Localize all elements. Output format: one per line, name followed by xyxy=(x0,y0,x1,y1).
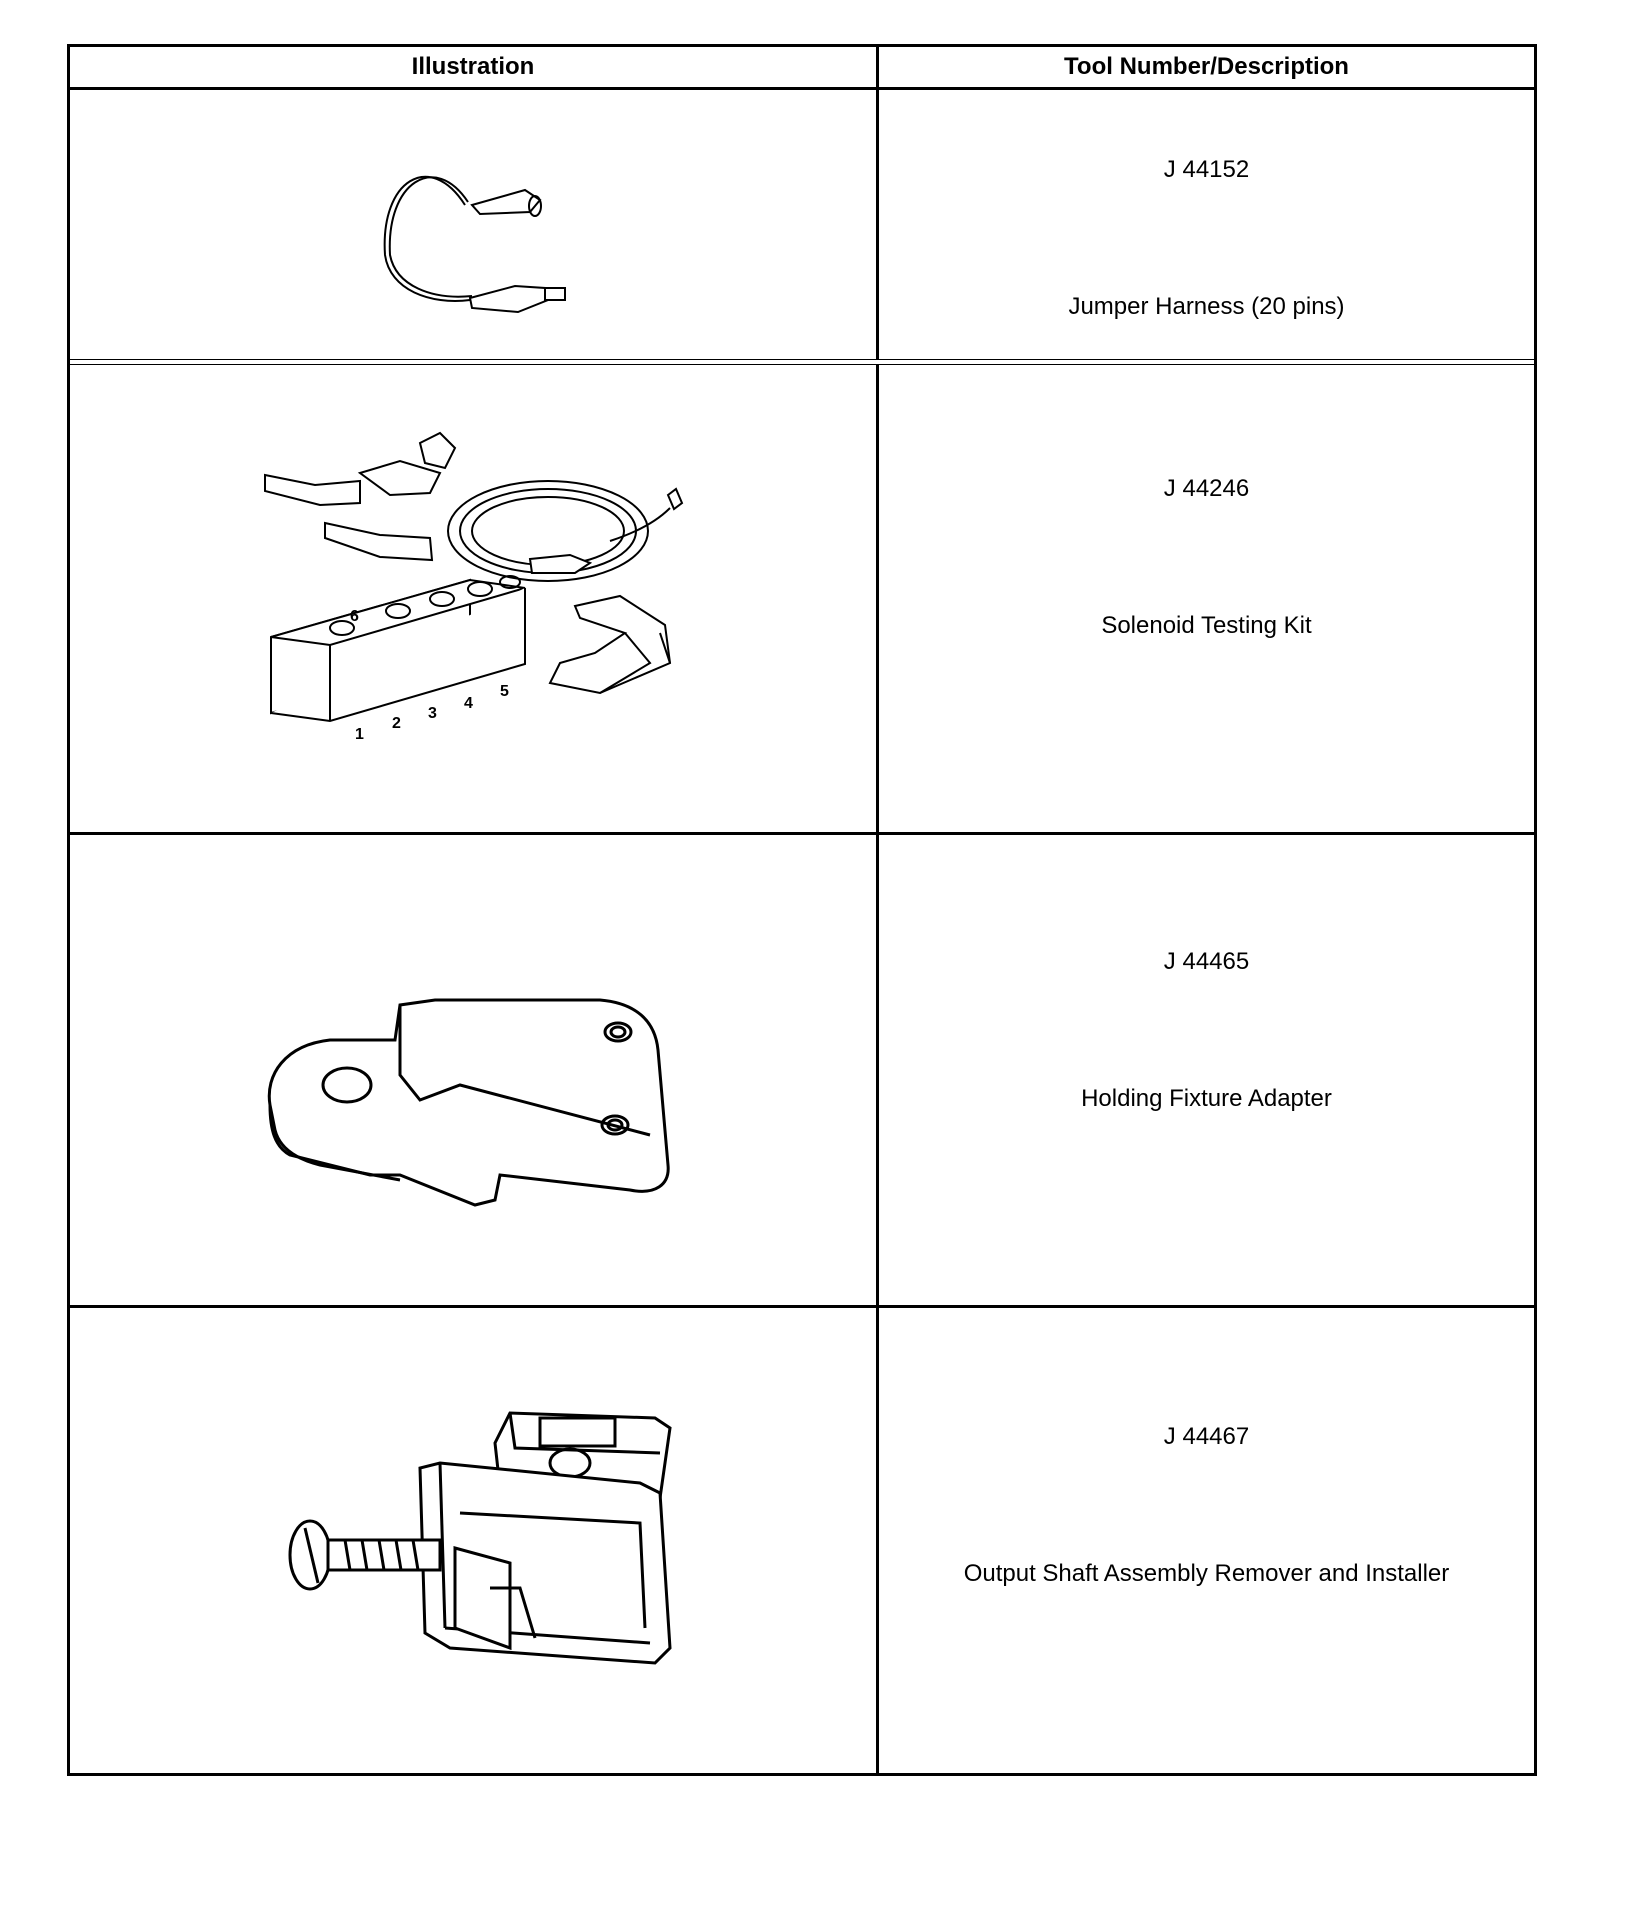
block-label: 4 xyxy=(464,695,473,712)
tool-number: J 44467 xyxy=(1163,1423,1250,1450)
illustration-cell xyxy=(70,1308,876,1776)
illustration-cell xyxy=(70,835,876,1305)
tool-cell xyxy=(879,1308,1534,1776)
tool-description: Jumper Harness (20 pins) xyxy=(1068,293,1345,320)
illustration-cell xyxy=(70,90,876,359)
table-row xyxy=(70,90,1534,359)
jumper-harness-illustration xyxy=(70,90,876,359)
tool-cell xyxy=(879,363,1534,832)
tools-table xyxy=(67,44,1537,1776)
header-tool-number-description: Tool Number/Description xyxy=(1064,53,1349,80)
block-label: 2 xyxy=(392,715,401,732)
tool-number: J 44246 xyxy=(1163,475,1250,502)
header-illustration: Illustration xyxy=(411,53,535,80)
block-label: 3 xyxy=(428,705,437,722)
table-row xyxy=(70,835,1534,1305)
tool-description: Solenoid Testing Kit xyxy=(1101,612,1312,639)
holding-fixture-adapter-illustration xyxy=(70,835,876,1305)
tool-description: Output Shaft Assembly Remover and Installer xyxy=(963,1560,1450,1587)
tool-number: J 44152 xyxy=(1163,156,1250,183)
table-row xyxy=(70,363,1534,832)
table-row xyxy=(70,1308,1534,1776)
tool-cell xyxy=(879,90,1534,359)
illustration-cell xyxy=(70,363,876,832)
block-label: 1 xyxy=(355,726,364,743)
tool-cell xyxy=(879,835,1534,1305)
tool-description: Holding Fixture Adapter xyxy=(1081,1085,1332,1112)
tool-number: J 44465 xyxy=(1163,948,1250,975)
solenoid-testing-kit-illustration xyxy=(70,363,876,832)
output-shaft-remover-installer-illustration xyxy=(70,1308,876,1776)
block-label: 5 xyxy=(500,683,509,700)
block-label: 6 xyxy=(350,608,359,625)
